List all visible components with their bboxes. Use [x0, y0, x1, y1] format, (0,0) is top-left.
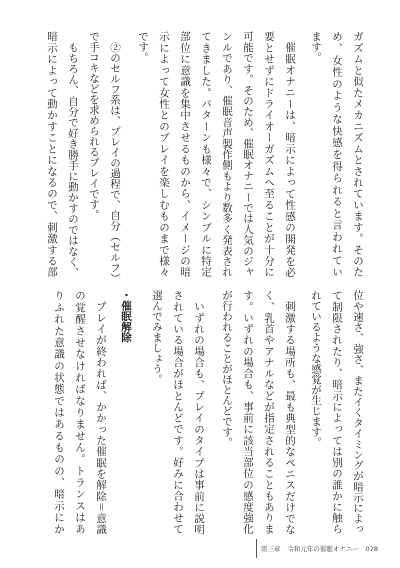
text-line: 示によって女性とのプレイを楽しむものまで様々 — [158, 31, 170, 277]
text-line: されている場合がほとんどです。好みに合わせて — [172, 290, 184, 534]
text-line: 位や速さ、強さ、またイくタイミングが暗示によっ — [352, 290, 364, 534]
section-heading: ・催眠解除 — [120, 290, 132, 343]
chapter-label: 第三章 — [260, 545, 281, 553]
text-line: め、女性のような快感を得られると言われてい — [331, 31, 343, 277]
text-line: ②のセルフ系は、プレイの過程で、自分（セルフ） — [109, 41, 121, 283]
text-line: てきました。パターンも様々で、シンプルに特定 — [200, 31, 212, 277]
text-line: ます。 — [310, 31, 322, 63]
text-line: 刺激する場所も、最も典型的なペニスだけでな — [284, 300, 296, 534]
text-line: 選んでみましょう。 — [151, 290, 163, 385]
text-line: ンルであり、催眠音声製作側もより数多く発表され — [221, 31, 233, 277]
text-line: もちろん、自分で好き勝手に動かすのではなく、 — [67, 41, 79, 277]
text-line: て制限されたり、暗示によっては別の誰かに触ら — [331, 290, 343, 534]
text-line: ガズムと似たメカニズムとされています。そのた — [352, 31, 364, 277]
text-line: の覚醒させなければなりません。トランスはあ — [74, 290, 86, 534]
text-line: す。いずれの場合も、事前に該当部位の感度強化 — [242, 290, 254, 534]
bottom-text-block — [48, 290, 368, 534]
text-line: が行われることがほとんどです。 — [221, 290, 233, 448]
text-line: りふれた意識の状態ではあるものの、暗示にか — [53, 290, 65, 534]
text-line: 要とせずにドライオーガズムへ至ることが十分に — [263, 31, 275, 277]
text-line: く、乳首やアナルなどが指定されることもありま — [263, 290, 275, 534]
chapter-title: 令和元年の催眠オナニー — [287, 545, 359, 553]
text-line: で手コキなどを求められるプレイです。 — [88, 31, 100, 220]
text-line: れているような感覚が生じます。 — [310, 290, 322, 448]
text-line: 可能です。そのため、催眠オナニーでは人気のジャ — [242, 31, 254, 277]
text-line: 暗示によって動かすことになるので、刺激する部 — [46, 31, 58, 277]
text-line: プレイが終われば、かかった催眠を解除＝意識 — [95, 300, 107, 534]
text-line: 催眠オナニーは、暗示によって性感の開発を必 — [284, 41, 296, 277]
page-footer — [261, 544, 378, 553]
text-line: いずれの場合も、プレイのタイプは事前に説明 — [193, 300, 205, 534]
page-number: 078 — [365, 544, 378, 553]
text-line: です。 — [137, 31, 149, 63]
top-text-block — [41, 31, 368, 283]
text-line: 部位に意識を集中させるものから、イメージの暗 — [179, 31, 191, 277]
footer-divider — [256, 539, 257, 558]
